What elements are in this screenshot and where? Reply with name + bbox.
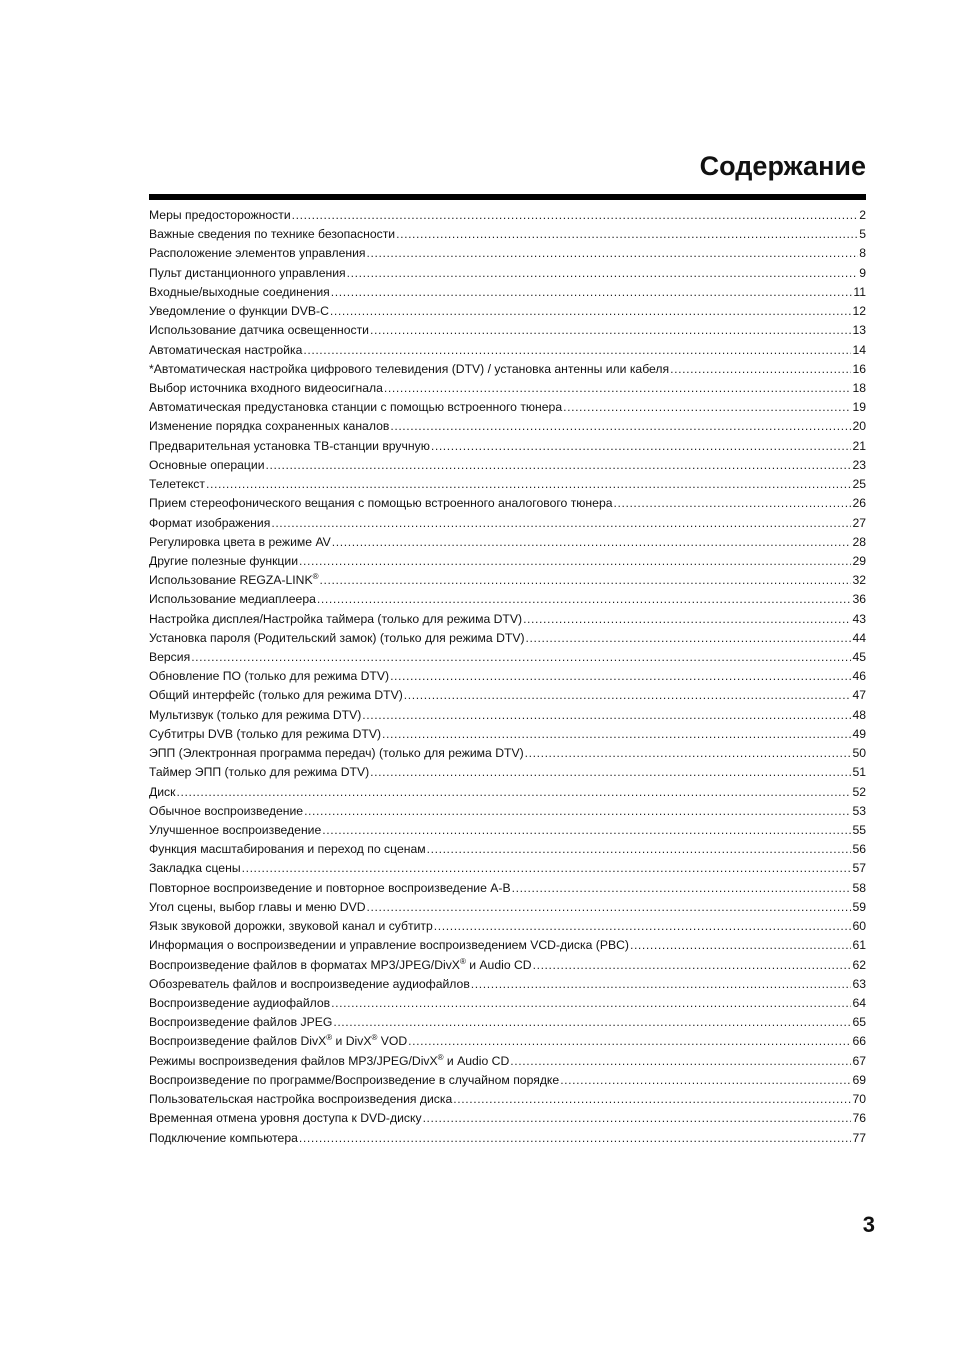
toc-entry[interactable] [149,783,866,802]
toc-label-text: Режимы воспроизведения файлов MP3/JPEG/DivX [149,1053,438,1068]
toc-label-text: Язык звуковой дорожки, звуковой канал и субтитр [149,919,433,934]
toc-page-number[interactable]: 47 [852,688,866,703]
toc-entry-label[interactable] [149,321,369,340]
toc-entry[interactable] [149,571,866,590]
toc-entry-label[interactable] [149,1071,559,1090]
toc-entry[interactable] [149,859,866,878]
toc-page-number[interactable]: 43 [852,611,866,626]
toc-page-number[interactable]: 69 [852,1072,866,1087]
toc-entry-label[interactable] [149,1013,332,1032]
toc-page-number[interactable]: 14 [852,342,866,357]
toc-label-text: Угол сцены, выбор главы и меню DVD [149,899,366,914]
toc-entry-label[interactable] [149,936,629,955]
toc-entry-label[interactable] [149,917,433,936]
toc-entry[interactable] [149,360,866,379]
toc-entry[interactable] [149,552,866,571]
toc-entry-label[interactable] [149,494,613,513]
toc-page-number[interactable]: 29 [852,553,866,568]
toc-entry[interactable] [149,264,866,283]
toc-leader-dots [271,514,851,533]
toc-entry[interactable] [149,610,866,629]
toc-entry-label[interactable] [149,533,331,552]
toc-page-number[interactable]: 21 [852,438,866,453]
toc-label-text: Улучшенное воспроизведение [149,823,322,837]
toc-leader-dots [614,494,852,513]
toc-leader-dots [362,706,851,725]
toc-leader-dots [330,302,852,321]
toc-leader-dots [382,725,851,744]
toc-leader-dots [510,1052,851,1071]
toc-entry[interactable] [149,379,866,398]
toc-page-number[interactable]: 66 [852,1034,866,1049]
toc-page-number[interactable]: 52 [852,784,866,799]
toc-label-text: Обновление ПО (только для режима DTV) [149,669,390,684]
toc-entry-label[interactable] [149,956,532,975]
page-title: Содержание [699,151,866,181]
toc-leader-dots [390,667,851,686]
toc-entry[interactable] [149,475,866,494]
toc-entry[interactable] [149,667,866,686]
toc-entry-label[interactable] [149,629,525,648]
toc-page-number[interactable]: 13 [852,323,866,338]
toc-entry-label[interactable] [149,725,381,744]
toc-entry-label[interactable] [149,379,383,398]
toc-entry[interactable] [149,1090,866,1109]
registered-mark-second: ® [371,1033,378,1043]
toc-label-text: ЭПП (Электронная программа передач) (только для режима DTV) [149,746,524,761]
toc-leader-dots [404,686,852,705]
toc-leader-dots [367,244,859,263]
toc-page-number[interactable]: 70 [852,1092,866,1107]
registered-mark: ® [437,1052,444,1062]
toc-entry-label[interactable] [149,398,562,417]
toc-leader-dots [333,1013,851,1032]
toc-entry-label[interactable] [149,706,361,725]
toc-label-text: Использование REGZA-LINK [149,573,313,588]
toc-leader-dots [370,321,851,340]
toc-leader-dots [299,1129,852,1148]
toc-leader-dots [206,475,851,494]
toc-leader-dots [423,1109,852,1128]
toc-entry-label[interactable] [149,475,205,494]
toc-leader-dots [670,360,851,379]
registered-mark: ® [459,956,466,966]
toc-label-text: Повторное воспроизведение и повторное воспроизведение A-B [149,880,511,895]
toc-entry-label[interactable] [149,821,321,840]
toc-page-number[interactable]: 12 [852,304,866,319]
toc-entry[interactable] [149,417,866,436]
toc-entry-label[interactable] [149,802,303,821]
toc-leader-dots [370,763,851,782]
toc-label-text: Информация о воспроизведении и управление воспроизведением VCD-диска (PBC) [149,938,629,953]
toc-label-text: Уведомление о функции DVB-C [149,304,329,319]
toc-leader-dots [331,283,853,302]
toc-page-number[interactable]: 55 [852,823,866,837]
toc-leader-dots [408,1032,851,1051]
toc-label-text: Прием стереофонического вещания с помощью встроенного аналогового тюнера [149,496,613,511]
toc-entry[interactable] [149,994,866,1013]
toc-leader-dots [427,840,852,859]
registered-mark: ® [312,572,319,582]
toc-entry[interactable] [149,494,866,513]
toc-label-text: Пользовательская настройка воспроизведения диска [149,1092,453,1107]
toc-page-number[interactable]: 50 [852,746,866,761]
toc-label-text: Выбор источника входного видеосигнала [149,380,383,395]
toc-leader-dots [317,590,852,609]
toc-page-number[interactable]: 65 [852,1015,866,1030]
toc-entry[interactable] [149,956,866,975]
toc-entry[interactable] [149,648,866,667]
toc-entry[interactable] [149,879,866,898]
toc-label-text: Версия [149,650,191,665]
toc-leader-dots [191,648,851,667]
toc-leader-dots [299,552,851,571]
toc-label-text: Регулировка цвета в режиме AV [149,534,331,549]
toc-entry-label[interactable] [149,667,389,686]
toc-leader-dots [453,1090,851,1109]
toc-entry[interactable] [149,725,866,744]
toc-label-text: Основные операции [149,457,265,472]
toc-entry-label[interactable] [149,244,366,263]
toc-label-text: Расположение элементов управления [149,246,366,261]
toc-entry-label[interactable] [149,763,369,782]
toc-leader-dots [630,936,851,955]
toc-label-text: Общий интерфейс (только для режима DTV) [149,688,403,703]
toc-entry-label[interactable] [149,1052,509,1071]
toc-entry[interactable] [149,1129,866,1148]
toc-entry-label[interactable] [149,686,403,705]
toc-leader-dots [396,225,858,244]
toc-label-text: Воспроизведение файлов JPEG [149,1015,333,1030]
toc-entry[interactable] [149,936,866,955]
toc-leader-dots [434,917,852,936]
toc-entry[interactable] [149,1013,866,1032]
toc-page-number[interactable]: 61 [852,938,866,953]
toc-page-number[interactable]: 48 [852,707,866,722]
toc-page-number[interactable]: 27 [852,515,866,530]
toc-entry[interactable] [149,898,866,917]
toc-entry[interactable] [149,283,866,302]
toc-leader-dots [560,1071,851,1090]
toc-entry[interactable] [149,590,866,609]
toc-entry-label[interactable] [149,206,291,225]
toc-page-number[interactable]: 26 [852,496,866,511]
toc-page-number[interactable]: 46 [852,669,866,684]
toc-entry-label[interactable] [149,283,330,302]
toc-label-text: Установка пароля (Родительский замок) (только для режима DTV) [149,630,525,645]
toc-leader-dots [384,379,852,398]
toc-page-number[interactable]: 45 [852,650,866,665]
toc-entry-label[interactable] [149,302,329,321]
toc-page-number[interactable]: 64 [852,995,866,1010]
toc-entry-label[interactable] [149,1129,298,1148]
toc-label-text: Формат изображения [149,515,271,530]
toc-entry-label[interactable] [149,417,389,436]
toc-leader-dots [331,994,851,1013]
toc-entry-label[interactable] [149,879,511,898]
toc-entry-label[interactable] [149,437,430,456]
toc-leader-dots [347,264,859,283]
toc-entry[interactable] [149,802,866,821]
toc-label-text: Использование датчика освещенности [149,323,369,338]
toc-entry[interactable] [149,533,866,552]
toc-leader-dots [525,744,852,763]
toc-leader-dots [512,879,852,898]
toc-page-number[interactable]: 18 [852,380,866,395]
toc-page-number[interactable]: 76 [852,1111,866,1126]
toc-page-number[interactable]: 5 [859,227,866,242]
toc-label-text: Воспроизведение аудиофайлов [149,995,331,1010]
toc-entry-label[interactable] [149,456,265,475]
toc-page-number[interactable]: 16 [852,361,866,376]
toc-page-number[interactable]: 53 [852,803,866,818]
toc-entry-label[interactable] [149,552,298,571]
toc-entry-label[interactable] [149,571,319,590]
toc-label-text: Воспроизведение файлов в форматах MP3/JPEG/DivX [149,957,460,972]
toc-leader-dots [266,456,852,475]
toc-leader-dots [177,783,852,802]
toc-entry-label[interactable] [149,648,190,667]
toc-entry[interactable] [149,206,866,225]
toc-label-text: Другие полезные функции [149,553,299,568]
toc-leader-dots [303,341,851,360]
toc-label-text-after: и DivX [332,1034,372,1049]
toc-page-number[interactable]: 32 [852,573,866,588]
toc-entry[interactable] [149,840,866,859]
toc-entry-label[interactable] [149,994,330,1013]
toc-leader-dots [304,802,851,821]
toc-entry-label[interactable] [149,341,302,360]
toc-page-number[interactable]: 44 [852,630,866,645]
toc-label-text: Временная отмена уровня доступа к DVD-диску [149,1111,422,1126]
toc-entry-label[interactable] [149,514,270,533]
toc-entry-label[interactable] [149,590,316,609]
toc-leader-dots [471,975,852,994]
toc-leader-dots [390,417,851,436]
toc-entry[interactable] [149,456,866,475]
toc-entry[interactable] [149,1032,866,1051]
toc-entry-label[interactable] [149,840,426,859]
toc-page-number[interactable]: 8 [859,246,866,261]
page-number: 3 [862,1212,875,1237]
toc-page-number[interactable]: 2 [859,208,866,222]
toc-entry-label[interactable] [149,975,470,994]
toc-label-text: Автоматическая настройка [149,342,303,357]
toc-label-text: Использование медиаплеера [149,592,316,607]
toc-page-number[interactable]: 20 [852,419,866,434]
toc-entry-label[interactable] [149,225,395,244]
toc-leader-dots [431,437,852,456]
toc-entry-label[interactable] [149,360,669,379]
toc-entry-label[interactable] [149,1032,407,1051]
toc-entry-label[interactable] [149,898,366,917]
toc-page-number[interactable]: 60 [852,919,866,934]
toc-page-number[interactable]: 59 [852,899,866,914]
toc-page-number[interactable]: 63 [852,976,866,991]
toc-page-number[interactable]: 67 [852,1053,866,1068]
toc-label-text-after: и Audio CD [465,957,532,972]
toc-label-text: Таймер ЭПП (только для режима DTV) [149,765,370,780]
toc-page-number[interactable]: 51 [852,765,866,780]
toc-label-text: Настройка дисплея/Настройка таймера (только для режима DTV) [149,611,523,626]
toc-label-text: Функция масштабирования и переход по сценам [149,842,426,857]
toc-entry-label[interactable] [149,1090,452,1109]
toc-page-number[interactable]: 36 [852,592,866,607]
toc-page-number[interactable]: 28 [852,534,866,549]
toc-entry[interactable] [149,225,866,244]
toc-entry-label[interactable] [149,1109,422,1128]
toc-label-text: Подключение компьютера [149,1130,298,1145]
toc-leader-dots [322,821,851,840]
toc-leader-dots [332,533,852,552]
toc-leader-dots [242,859,852,878]
toc-entry[interactable] [149,437,866,456]
toc-label-text: Мультизвук (только для режима DTV) [149,707,362,722]
toc-leader-dots [367,898,852,917]
toc-entry[interactable] [149,821,866,840]
toc-label-text: Обозреватель файлов и воспроизведение аудиофайлов [149,976,470,991]
toc-entry[interactable] [149,341,866,360]
toc-entry[interactable] [149,302,866,321]
toc-entry[interactable] [149,321,866,340]
toc-label-text: Пульт дистанционного управления [149,265,346,280]
toc-page-number[interactable]: 49 [852,726,866,741]
toc-leader-dots [526,629,852,648]
title-divider [149,194,866,200]
toc-leader-dots [320,571,852,590]
toc-label-text: Автоматическая предустановка станции с помощью встроенного тюнера [149,400,563,415]
toc-page-number[interactable]: 58 [852,880,866,895]
toc-entry[interactable] [149,398,866,417]
toc-entry[interactable] [149,763,866,782]
toc-label-text: Субтитры DVB (только для режима DTV) [149,726,382,741]
toc-entry[interactable] [149,1052,866,1071]
toc-label-text: Закладка сцены [149,861,241,876]
toc-page-number[interactable]: 23 [852,457,866,472]
toc-entry[interactable] [149,514,866,533]
toc-leader-dots [533,956,852,975]
toc-entry[interactable] [149,917,866,936]
table-of-contents [149,206,866,1148]
toc-label-text: Изменение порядка сохраненных каналов [149,419,390,434]
toc-leader-dots [523,610,851,629]
toc-label-text: Воспроизведение файлов DivX [149,1034,327,1049]
toc-label-text-after: и Audio CD [443,1053,510,1068]
toc-page-number[interactable]: 11 [853,284,866,299]
toc-page-number[interactable]: 57 [852,861,866,876]
toc-entry[interactable] [149,706,866,725]
toc-entry-label[interactable] [149,859,241,878]
toc-entry[interactable] [149,744,866,763]
toc-label-text: Важные сведения по технике безопасности [149,227,396,242]
toc-page-number[interactable]: 19 [852,400,866,415]
toc-label-text: Меры предосторожности [149,208,291,222]
toc-entry[interactable] [149,244,866,263]
toc-leader-dots [563,398,851,417]
toc-label-text: *Автоматическая настройка цифрового телевидения (DTV) / установка антенны или кабеля [149,361,670,376]
toc-entry-label[interactable] [149,783,176,802]
toc-page-number[interactable]: 77 [852,1130,866,1145]
registered-mark: ® [326,1033,333,1043]
toc-label-text: Диск [149,784,176,799]
toc-label-text: Телетекст [149,477,205,492]
toc-label-text: Входные/выходные соединения [149,284,330,299]
toc-label-text: Воспроизведение по программе/Воспроизведение в случайном порядке [149,1072,560,1087]
toc-page-number[interactable]: 56 [852,842,866,857]
toc-label-text-after-second: VOD [377,1034,408,1049]
toc-page-number[interactable]: 62 [852,957,866,972]
toc-page-number[interactable]: 9 [859,265,866,280]
toc-entry[interactable] [149,1071,866,1090]
toc-page-number[interactable]: 25 [852,477,866,492]
toc-label-text: Предварительная установка ТВ-станции вручную [149,438,430,453]
toc-entry-label[interactable] [149,264,346,283]
toc-entry-label[interactable] [149,610,522,629]
toc-entry[interactable] [149,686,866,705]
toc-label-text: Обычное воспроизведение [149,803,304,818]
toc-entry[interactable] [149,975,866,994]
toc-entry[interactable] [149,1109,866,1128]
toc-leader-dots [292,206,859,225]
toc-entry[interactable] [149,629,866,648]
toc-entry-label[interactable] [149,744,524,763]
